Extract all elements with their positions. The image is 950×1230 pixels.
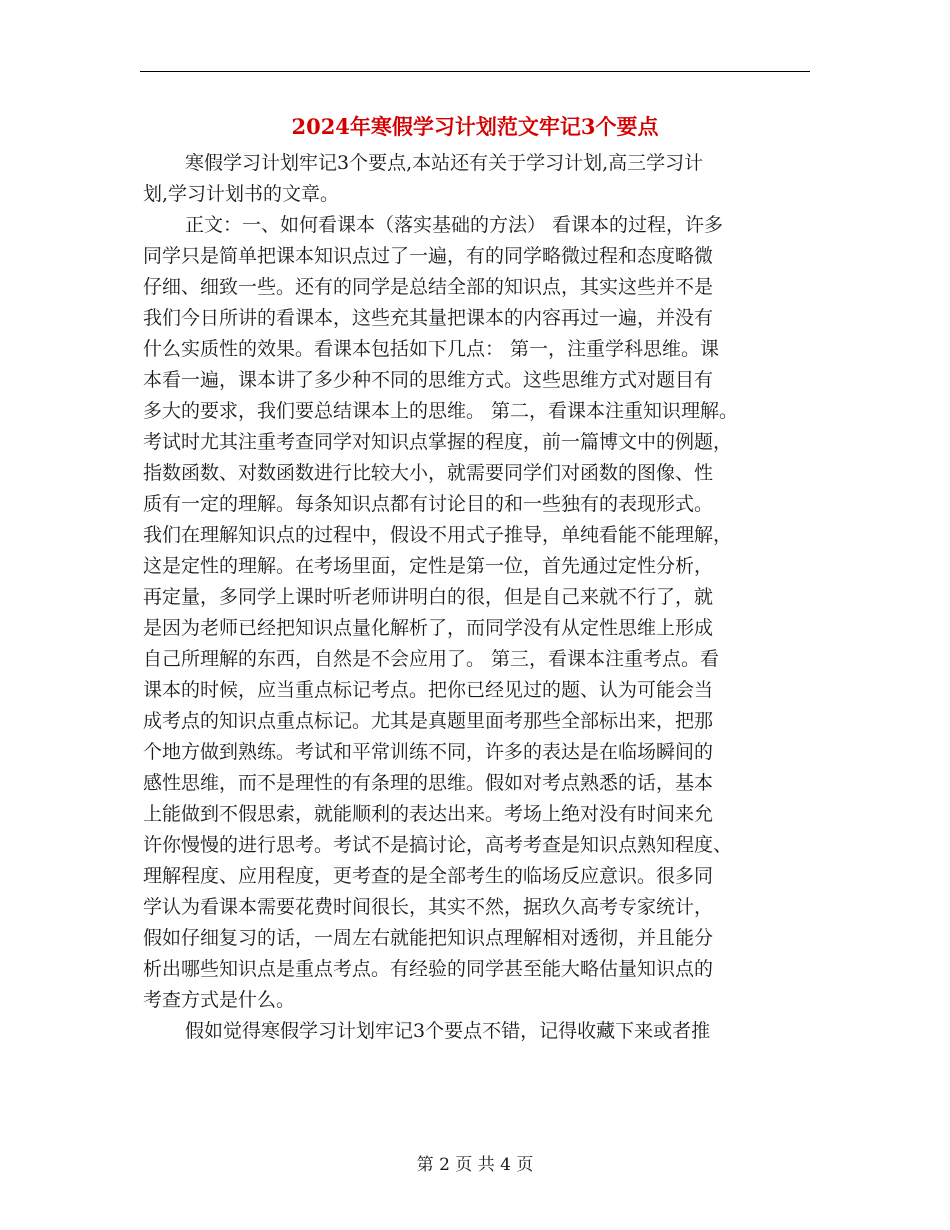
body-line: 学认为看课本需要花费时间很长，其实不然，据玖久高考专家统计， <box>143 896 714 918</box>
body-line: 理解程度、应用程度，更考查的是全部考生的临场反应意识。很多同 <box>143 865 714 887</box>
body-line: 假如觉得寒假学习计划牢记3个要点不错，记得收藏下来或者推 <box>185 1020 711 1042</box>
body-line: 什么实质性的效果。看课本包括如下几点： 第一，注重学科思维。课 <box>143 338 720 360</box>
body-line: 我们在理解知识点的过程中，假设不用式子推导，单纯看能不能理解， <box>143 524 733 546</box>
page-number-footer: 第 2 页 共 4 页 <box>416 1155 534 1175</box>
body-line: 析出哪些知识点是重点考点。有经验的同学甚至能大略估量知识点的 <box>143 958 714 980</box>
body-line: 多大的要求，我们要总结课本上的思维。 第二，看课本注重知识理解。 <box>143 400 739 422</box>
body-line: 划,学习计划书的文章。 <box>143 183 340 205</box>
body-line: 考试时尤其注重考查同学对知识点掌握的程度，前一篇博文中的例题， <box>143 431 733 453</box>
document-title: 2024年寒假学习计划范文牢记3个要点 <box>291 114 659 139</box>
body-line: 质有一定的理解。每条知识点都有讨论目的和一些独有的表现形式。 <box>143 493 714 515</box>
body-line: 指数函数、对数函数进行比较大小，就需要同学们对函数的图像、性 <box>143 462 714 484</box>
body-line: 正文：一、如何看课本（落实基础的方法） 看课本的过程，许多 <box>185 214 724 236</box>
body-line: 上能做到不假思索，就能顺利的表达出来。考场上绝对没有时间来允 <box>143 803 714 825</box>
body-line: 我们今日所讲的看课本，这些充其量把课本的内容再过一遍，并没有 <box>143 307 714 329</box>
body-line: 许你慢慢的进行思考。考试不是搞讨论，高考考查是知识点熟知程度、 <box>143 834 733 856</box>
body-line: 课本的时候，应当重点标记考点。把你已经见过的题、认为可能会当 <box>143 679 714 701</box>
body-line: 这是定性的理解。在考场里面，定性是第一位，首先通过定性分析， <box>143 555 714 577</box>
header-rule <box>140 71 810 72</box>
body-line: 考查方式是什么。 <box>143 989 296 1011</box>
body-line: 寒假学习计划牢记3个要点,本站还有关于学习计划,高三学习计 <box>185 152 704 174</box>
body-line: 同学只是简单把课本知识点过了一遍，有的同学略微过程和态度略微 <box>143 245 714 267</box>
body-line: 再定量，多同学上课时听老师讲明白的很，但是自己来就不行了，就 <box>143 586 714 608</box>
body-line: 个地方做到熟练。考试和平常训练不同，许多的表达是在临场瞬间的 <box>143 741 714 763</box>
body-line: 本看一遍，课本讲了多少种不同的思维方式。这些思维方式对题目有 <box>143 369 714 391</box>
body-line: 仔细、细致一些。还有的同学是总结全部的知识点，其实这些并不是 <box>143 276 714 298</box>
body-line: 是因为老师已经把知识点量化解析了，而同学没有从定性思维上形成 <box>143 617 714 639</box>
body-line: 成考点的知识点重点标记。尤其是真题里面考那些全部标出来，把那 <box>143 710 714 732</box>
body-line: 自己所理解的东西，自然是不会应用了。 第三，看课本注重考点。看 <box>143 648 720 670</box>
document-body <box>143 148 815 1047</box>
body-line: 假如仔细复习的话，一周左右就能把知识点理解相对透彻，并且能分 <box>143 927 714 949</box>
body-line: 感性思维，而不是理性的有条理的思维。假如对考点熟悉的话，基本 <box>143 772 714 794</box>
